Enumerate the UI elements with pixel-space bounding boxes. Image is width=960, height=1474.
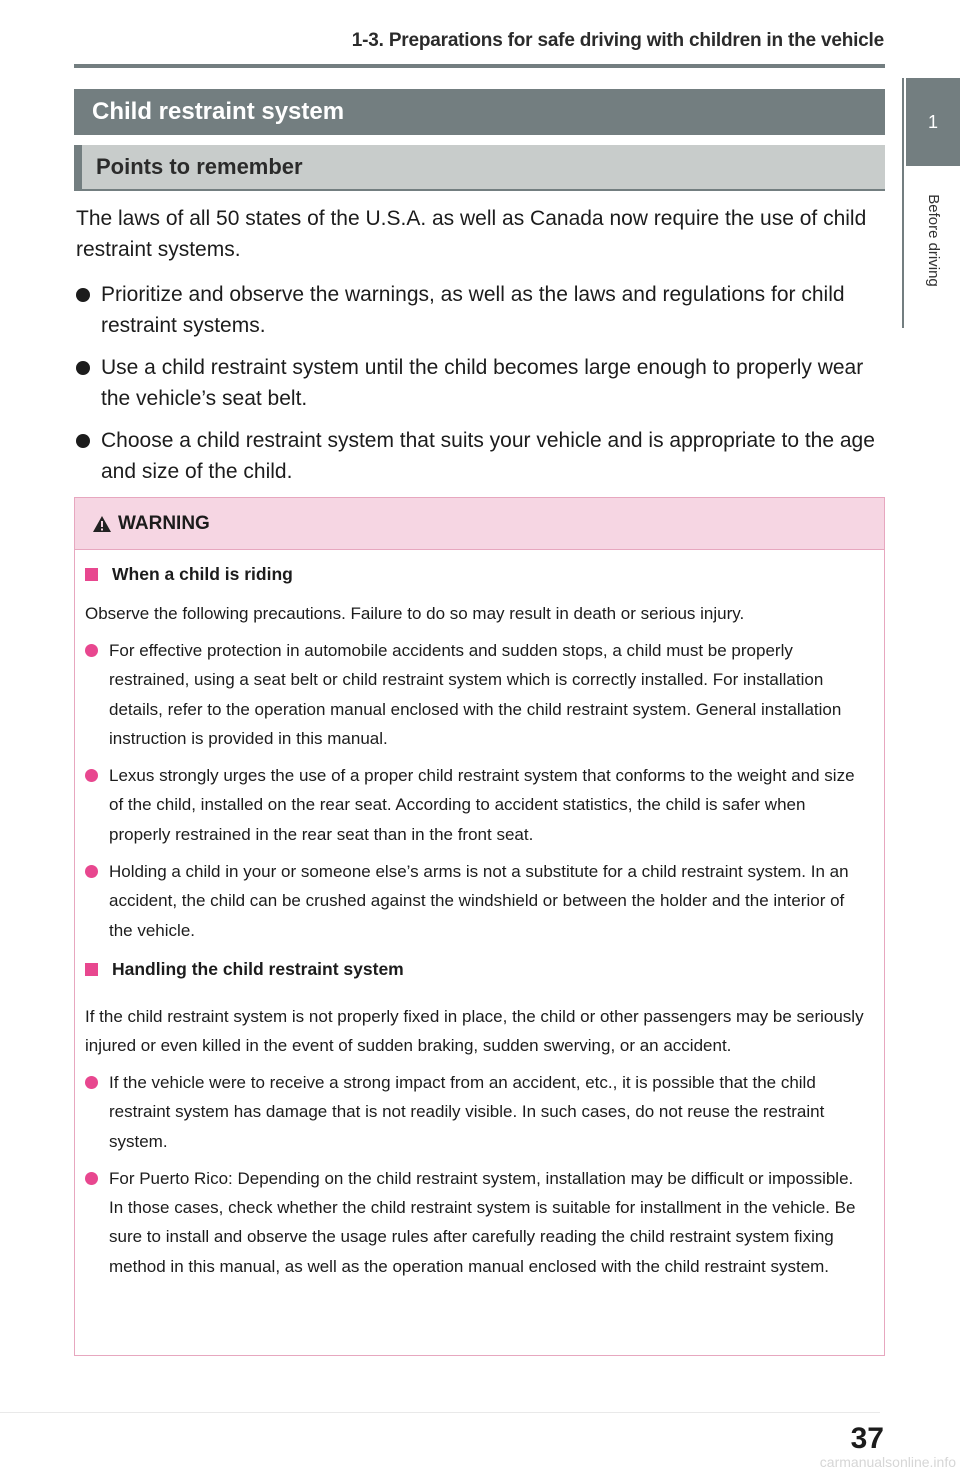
warning-subheading: When a child is riding — [85, 564, 870, 585]
bullet-icon — [85, 1172, 98, 1185]
bullet-list — [76, 279, 884, 498]
chapter-label — [906, 170, 960, 310]
square-bullet-icon — [85, 963, 98, 976]
list-item: If the vehicle were to receive a strong impact from an accident, etc., it is possible that the child restraint system has damage that is not readily visible. In such cases, do not reuse the restraint system. — [85, 1068, 870, 1156]
warning-header — [75, 498, 884, 550]
warning-list — [85, 636, 870, 945]
watermark: carmanualsonline.info — [819, 1454, 956, 1470]
warning-paragraph: Observe the following precautions. Failure to do so may result in death or serious injury. — [85, 604, 745, 623]
chapter-tab[interactable] — [906, 78, 960, 166]
list-item: Choose a child restraint system that suits your vehicle and is appropriate to the age and size of the child. — [76, 425, 884, 487]
bullet-icon — [85, 865, 98, 878]
bullet-icon — [85, 1076, 98, 1089]
list-item: Lexus strongly urges the use of a proper child restraint system that conforms to the weight and size of the child, installed on the rear seat. According to accident statistics, the child is safer when properly restrained in the rear seat than in the front seat. — [85, 761, 870, 849]
warning-paragraph: If the child restraint system is not properly fixed in place, the child or other passengers may be seriously injured or even killed in the event of sudden braking, sudden swerving, or an accident. — [85, 1006, 864, 1055]
bullet-icon — [76, 361, 90, 375]
warning-triangle-icon — [92, 515, 112, 533]
subsection-title: Points to remember — [74, 145, 885, 191]
list-item: Prioritize and observe the warnings, as well as the laws and regulations for child restraint systems. — [76, 279, 884, 341]
section-title: Child restraint system — [74, 89, 885, 135]
intro-paragraph: The laws of all 50 states of the U.S.A. as well as Canada now require the use of child restraint systems. — [76, 207, 867, 261]
list-item: Use a child restraint system until the child becomes large enough to properly wear the vehicle’s seat belt. — [76, 352, 884, 414]
list-item: For Puerto Rico: Depending on the child restraint system, installation may be difficult or impossible. In those cases, check whether the child restraint system is suitable for installment in the vehicle. Be sure to install and observe the usage rules after carefully reading the child restraint system fixing method in this manual, as well as the operation manual enclosed with the child restraint system. — [85, 1164, 870, 1281]
list-item: For effective protection in automobile accidents and sudden stops, a child must be properly restrained, using a seat belt or child restraint system which is correctly installed. For installation details, refer to the operation manual enclosed with the child restraint system. General installation instruction is provided in this manual. — [85, 636, 870, 753]
footer-rule — [0, 1412, 880, 1413]
chapter-number: 1 — [927, 111, 938, 132]
bullet-icon — [85, 644, 98, 657]
square-bullet-icon — [85, 568, 98, 581]
running-header: 1-3. Preparations for safe driving with children in the vehicle — [351, 30, 884, 51]
bullet-icon — [76, 434, 90, 448]
warning-box — [74, 497, 885, 1356]
chapter-label-text: Before driving — [924, 193, 942, 287]
warning-label: WARNING — [118, 512, 210, 534]
bullet-icon — [85, 769, 98, 782]
list-item: Holding a child in your or someone else’s arms is not a substitute for a child restraint system. In an accident, the child can be crushed against the windshield or between the holder and the interior of the vehicle. — [85, 857, 870, 945]
header-rule — [74, 64, 885, 68]
side-rule — [902, 78, 904, 328]
warning-subheading: Handling the child restraint system — [85, 959, 870, 980]
bullet-icon — [76, 288, 90, 302]
warning-list — [85, 1068, 870, 1281]
page-number: 37 — [850, 1422, 884, 1455]
